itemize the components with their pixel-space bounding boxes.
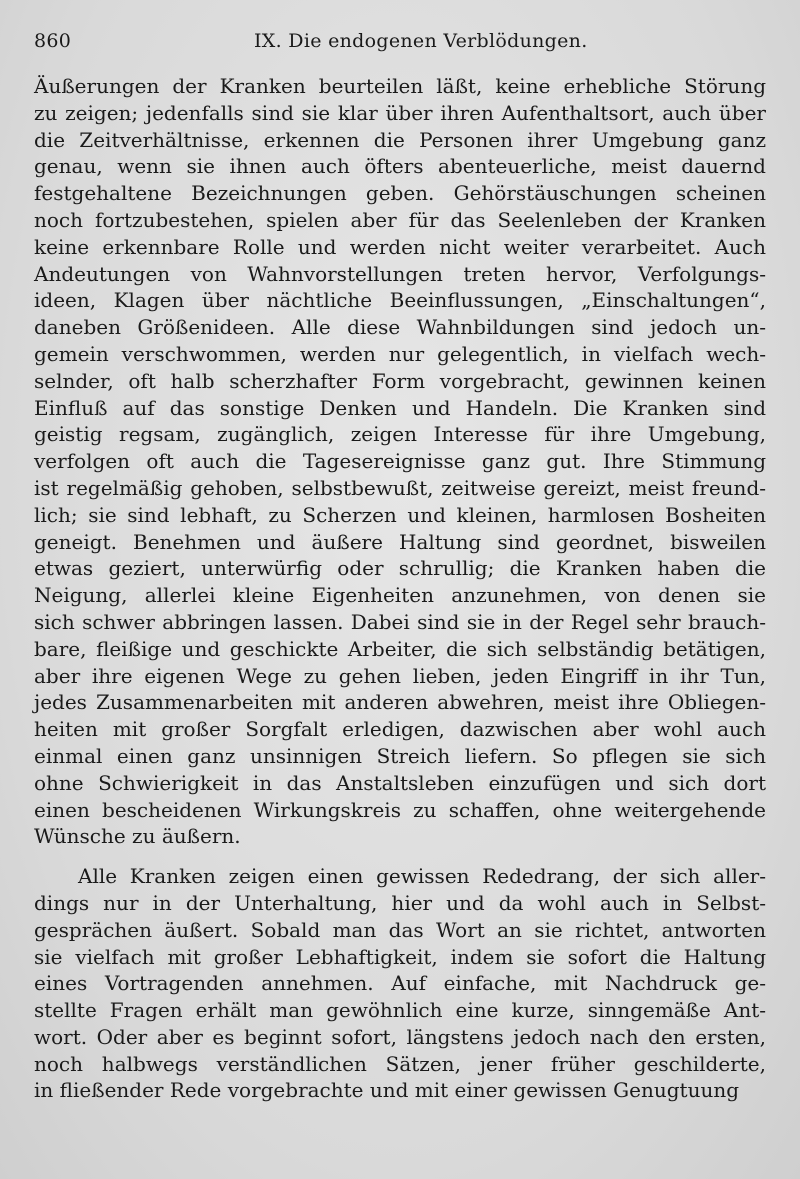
paragraph	[34, 863, 766, 1104]
text-line: einmal einen ganz unsinnigen Streich liefern. So pflegen sie sich	[34, 743, 766, 768]
text-line: Alle Kranken zeigen einen gewissen Rededrang, der sich aller-	[78, 864, 766, 889]
text-line: die Zeitverhältnisse, erkennen die Personen ihrer Umgebung ganz	[34, 127, 766, 152]
text-line: gemein verschwommen, werden nur gelegentlich, in vielfach wech-	[34, 341, 766, 366]
text-line: jedes Zusammenarbeiten mit anderen abwehren, meist ihre Obliegen-	[34, 690, 766, 715]
text-line: genau, wenn sie ihnen auch öfters abenteuerliche, meist dauernd	[34, 154, 766, 179]
text-line: noch halbwegs verständlichen Sätzen, jener früher geschilderte,	[34, 1051, 766, 1076]
text-line: einen bescheidenen Wirkungskreis zu schaffen, ohne weitergehende	[34, 797, 766, 822]
text-line: bare, fleißige und geschickte Arbeiter, die sich selbständig betätigen,	[34, 636, 766, 661]
text-line: Andeutungen von Wahnvorstellungen treten hervor, Verfolgungs-	[34, 261, 766, 286]
text-line: noch fortzubestehen, spielen aber für das Seelenleben der Kranken	[34, 207, 766, 232]
text-line: daneben Größenideen. Alle diese Wahnbildungen sind jedoch un-	[34, 315, 766, 340]
text-line: in fließender Rede vorgebrachte und mit einer gewissen Genugtuung	[34, 1078, 740, 1103]
text-line: geistig regsam, zugänglich, zeigen Interesse für ihre Umgebung,	[34, 422, 766, 447]
text-line: Neigung, allerlei kleine Eigenheiten anzunehmen, von denen sie	[34, 583, 766, 608]
text-line: eines Vortragenden annehmen. Auf einfache, mit Nachdruck ge-	[34, 971, 766, 996]
text-line: ist regelmäßig gehoben, selbstbewußt, zeitweise gereizt, meist freund-	[34, 475, 766, 500]
text-line: sich schwer abbringen lassen. Dabei sind sie in der Regel sehr brauch-	[34, 609, 766, 634]
running-head	[34, 30, 766, 60]
text-line: verfolgen oft auch die Tagesereignisse ganz gut. Ihre Stimmung	[34, 449, 766, 474]
text-line: Wünsche zu äußern.	[34, 824, 241, 849]
text-line: wort. Oder aber es beginnt sofort, längstens jedoch nach den ersten,	[34, 1024, 766, 1049]
text-line: keine erkennbare Rolle und werden nicht weiter verarbeitet. Auch	[34, 234, 766, 259]
text-line: geneigt. Benehmen und äußere Haltung sind geordnet, bisweilen	[34, 529, 766, 554]
text-line: sie vielfach mit großer Lebhaftigkeit, indem sie sofort die Haltung	[34, 944, 766, 969]
text-line: etwas geziert, unterwürfig oder schrullig; die Kranken haben die	[34, 556, 766, 581]
text-line: stellte Fragen erhält man gewöhnlich eine kurze, sinngemäße Ant-	[34, 998, 766, 1023]
text-line: ohne Schwierigkeit in das Anstaltsleben einzufügen und sich dort	[34, 770, 766, 795]
page-number: 860	[34, 30, 72, 52]
chapter-title: IX. Die endogenen Verblödungen.	[254, 30, 588, 52]
text-line: aber ihre eigenen Wege zu gehen lieben, jeden Eingriff in ihr Tun,	[34, 663, 766, 688]
text-line: ideen, Klagen über nächtliche Beeinflussungen, „Einschaltungen“,	[34, 288, 766, 313]
text-line: selnder, oft halb scherzhafter Form vorgebracht, gewinnen keinen	[34, 368, 766, 393]
text-line: Einfluß auf das sonstige Denken und Handeln. Die Kranken sind	[34, 395, 766, 420]
paragraph-gap	[34, 850, 766, 863]
text-line: heiten mit großer Sorgfalt erledigen, dazwischen aber wohl auch	[34, 717, 766, 742]
text-line: dings nur in der Unterhaltung, hier und da wohl auch in Selbst-	[34, 890, 766, 915]
text-line: Äußerungen der Kranken beurteilen läßt, keine erhebliche Störung	[34, 74, 766, 98]
text-line: festgehaltene Bezeichnungen geben. Gehörstäuschungen scheinen	[34, 181, 766, 206]
text-line: gesprächen äußert. Sobald man das Wort an sie richtet, antworten	[34, 917, 766, 942]
paragraph	[34, 73, 766, 850]
text-line: lich; sie sind lebhaft, zu Scherzen und kleinen, harmlosen Bosheiten	[34, 502, 766, 527]
body-text	[34, 73, 766, 1104]
text-line: zu zeigen; jedenfalls sind sie klar über ihren Aufenthaltsort, auch über	[34, 100, 766, 125]
